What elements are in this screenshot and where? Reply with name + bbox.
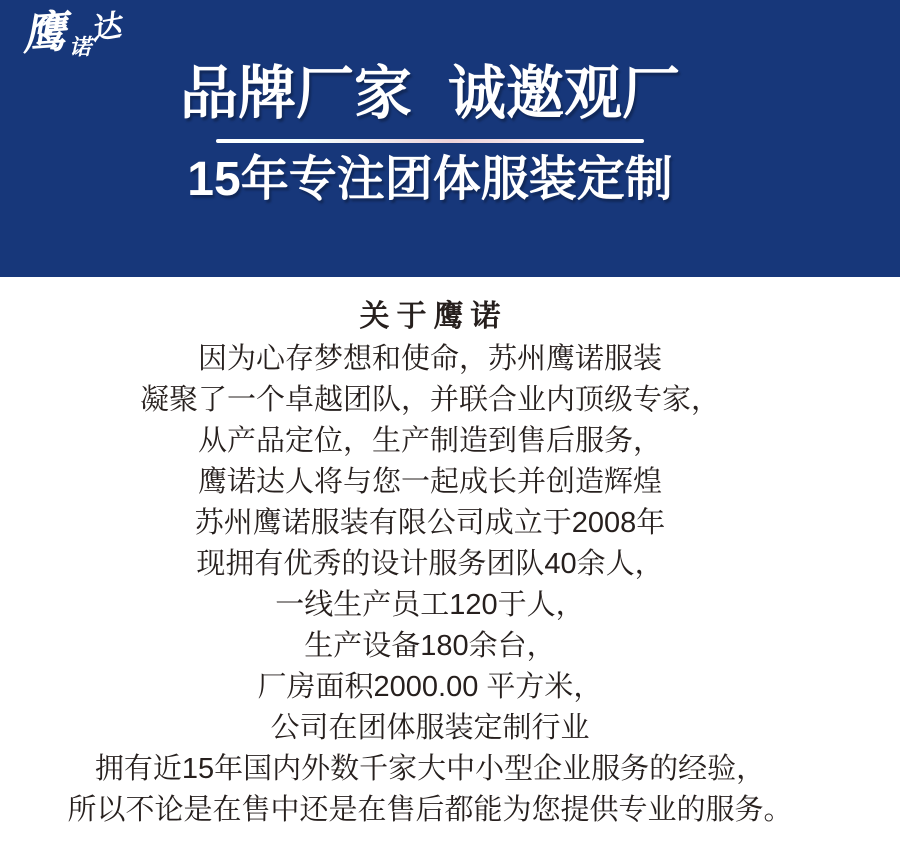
brand-logo-char: 达 xyxy=(87,8,124,48)
about-line: 一线生产员工120于人， xyxy=(275,589,585,621)
about-line: 生产设备180余台， xyxy=(304,630,556,662)
brand-logo xyxy=(20,6,124,61)
about-line: 厂房面积2000.00 平方米， xyxy=(257,671,603,703)
about-line: 从产品定位，生产制造到售后服务， xyxy=(197,425,662,457)
about-heading: 关于鹰诺 xyxy=(359,300,508,333)
about-line: 鹰诺达人将与您一起成长并创造辉煌 xyxy=(197,466,662,498)
about-line: 苏州鹰诺服装有限公司成立于2008年 xyxy=(194,507,666,539)
page-title-part2: 诚邀观厂 xyxy=(448,61,681,126)
header-banner xyxy=(0,0,900,277)
about-line: 现拥有优秀的设计服务团队40余人， xyxy=(196,548,664,580)
brand-logo-char: 鹰 xyxy=(20,6,68,61)
title-divider xyxy=(216,139,644,143)
about-line: 所以不论是在售中还是在售后都能为您提供专业的服务。 xyxy=(67,794,793,826)
page-title-part1: 品牌厂家 xyxy=(179,61,412,126)
page-subtitle: 15年专注团体服装定制 xyxy=(187,153,673,206)
about-line: 凝聚了一个卓越团队，并联合业内顶级专家， xyxy=(139,384,720,416)
page-title xyxy=(0,62,860,126)
brand-logo-char: 诺 xyxy=(68,34,92,61)
header-content xyxy=(0,62,900,207)
about-text-block xyxy=(0,339,860,831)
about-line: 公司在团体服装定制行业 xyxy=(270,712,590,744)
about-line: 因为心存梦想和使命，苏州鹰诺服装 xyxy=(197,343,662,375)
about-line: 拥有近15年国内外数千家大中小型企业服务的经验， xyxy=(94,753,766,785)
about-section xyxy=(0,277,900,831)
